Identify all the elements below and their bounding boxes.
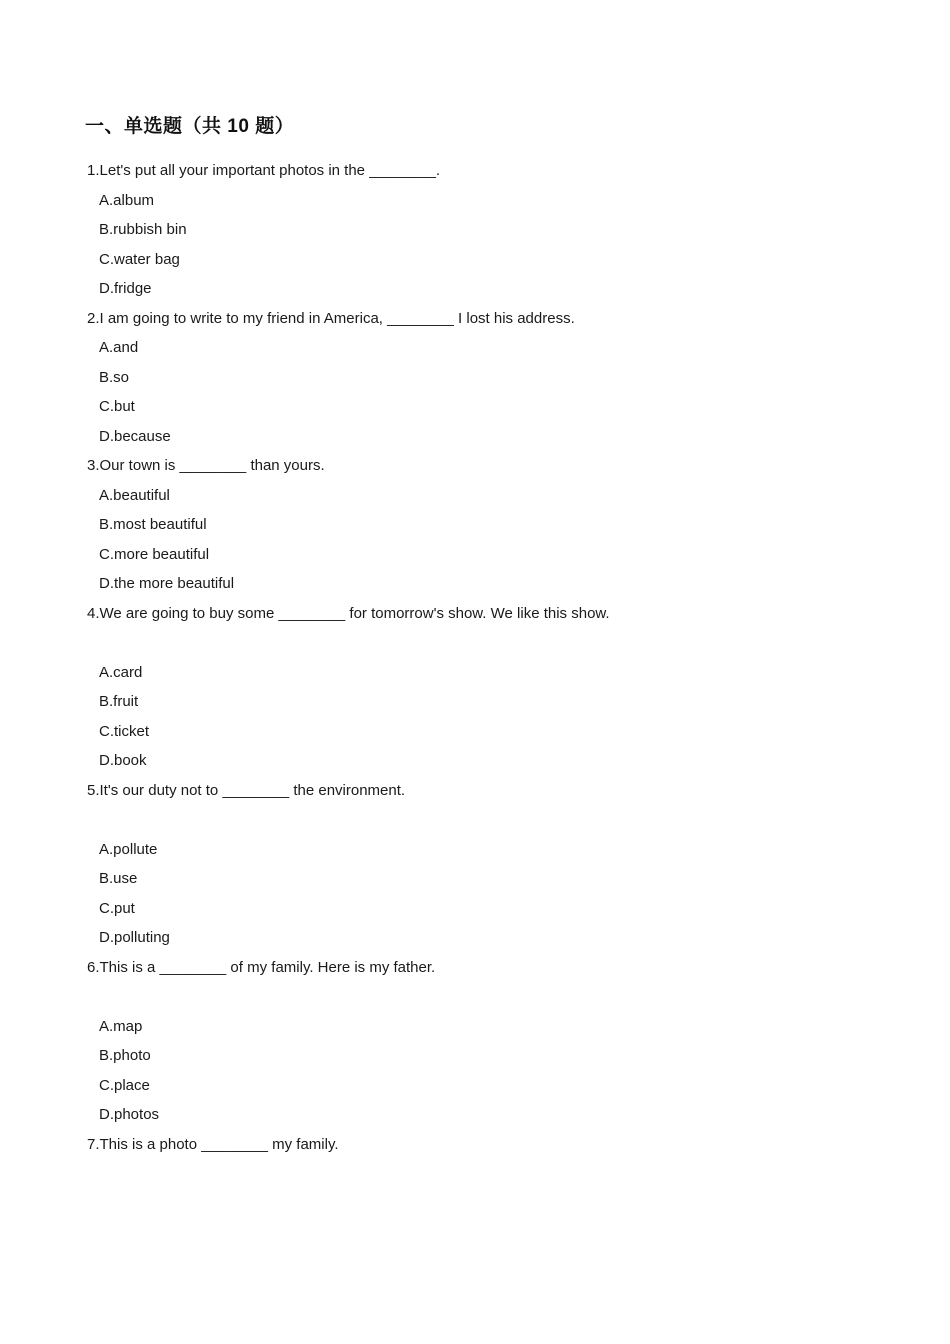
blank-line	[85, 805, 890, 835]
option-item: C.ticket	[99, 722, 150, 740]
question-block	[85, 776, 890, 953]
question-block	[85, 1130, 890, 1160]
question-text: 7.This is a photo ________ my family.	[87, 1135, 339, 1153]
question-block	[85, 451, 890, 599]
option-item: C.water bag	[99, 250, 180, 268]
option-item: C.put	[99, 899, 135, 917]
question-text: 4.We are going to buy some ________ for tomorrow's show. We like this show.	[87, 604, 610, 622]
option-item: A.and	[99, 339, 139, 356]
option-item: A.pollute	[99, 840, 158, 858]
option-item: B.photo	[99, 1047, 151, 1064]
option-item: D.book	[99, 752, 147, 769]
question-text: 2.I am going to write to my friend in America, ________ I lost his address.	[87, 309, 575, 327]
option-item: D.fridge	[99, 280, 152, 297]
question-block	[85, 599, 890, 776]
option-item: B.most beautiful	[99, 516, 207, 533]
option-item: D.photos	[99, 1106, 160, 1123]
blank-line	[85, 982, 890, 1012]
option-item: A.album	[99, 191, 155, 209]
option-item: B.use	[99, 870, 138, 887]
questions-list	[85, 156, 890, 1159]
question-block	[85, 156, 890, 304]
option-item: A.beautiful	[99, 486, 170, 504]
question-text: 1.Let's put all your important photos in the ________.	[87, 162, 441, 179]
option-item: C.place	[99, 1076, 150, 1094]
option-item: B.fruit	[99, 693, 139, 710]
question-text: 6.This is a ________ of my family. Here is my father.	[87, 958, 436, 976]
question-text: 3.Our town is ________ than yours.	[87, 457, 325, 474]
question-text: 5.It's our duty not to ________ the environment.	[87, 781, 406, 799]
option-item: A.map	[99, 1017, 143, 1035]
option-item: B.rubbish bin	[99, 221, 187, 238]
section-title: 一、单选题（共 10 题）	[85, 116, 295, 137]
blank-line	[85, 628, 890, 658]
option-item: A.card	[99, 663, 143, 681]
question-block	[85, 953, 890, 1130]
option-item: D.the more beautiful	[99, 575, 235, 592]
option-item: D.because	[99, 427, 171, 445]
option-item: C.but	[99, 398, 135, 415]
option-item: C.more beautiful	[99, 545, 210, 563]
option-item: D.polluting	[99, 929, 170, 946]
question-block	[85, 304, 890, 452]
option-item: B.so	[99, 368, 130, 386]
